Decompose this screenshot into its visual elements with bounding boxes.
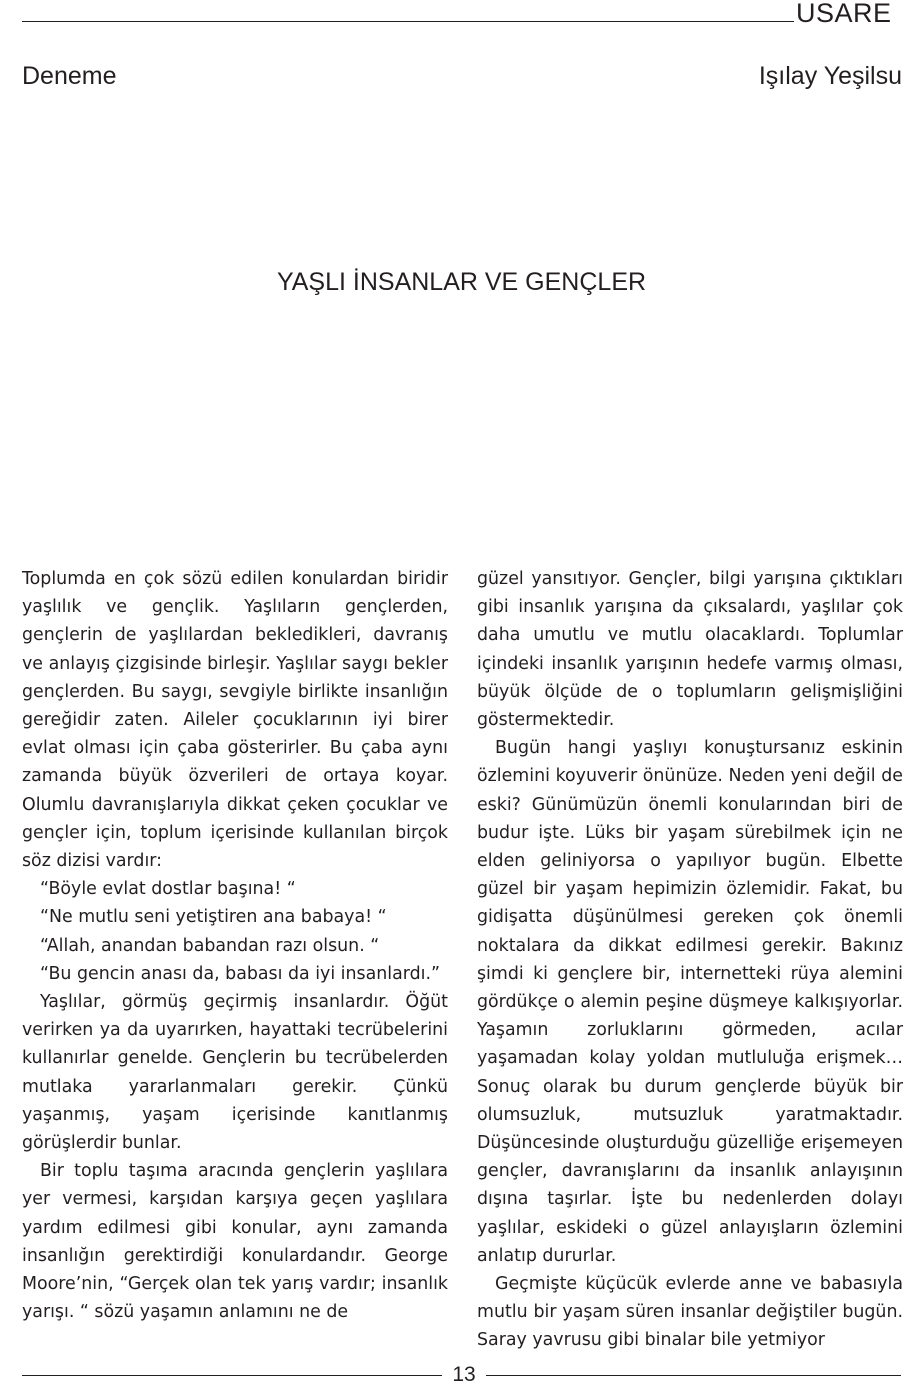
author-name: Işılay Yeşilsu (758, 62, 902, 90)
right-column (477, 565, 903, 1355)
journal-name: USARE (796, 0, 892, 28)
quote-line: “Allah, anandan babandan razı olsun. “ (40, 935, 380, 956)
quote-line: “Bu gencin anası da, babası da iyi insanlardı.” (40, 963, 441, 984)
paragraph: güzel yansıtıyor. Gençler, bilgi yarışına çıktıkları gibi insanlık yarışına da çıksalardı, yaşlılar çok daha umutlu ve mutlu olacaklardı. Toplumlar içindeki insanlık yarışının hedefe varmış olması, büyük ölçüde de o toplumların gelişmişliğini göstermektedir. (477, 569, 903, 731)
paragraph: Yaşlılar, görmüş geçirmiş insanlardır. Öğüt verirken ya da uyarırken, hayattaki tecrübelerini kullanırlar genelde. Gençlerin bu tecrübelerden mutlaka yararlanmaları gerekir. Çünkü yaşanmış, yaşam içerisinde kanıtlanmış görüşlerdir bunlar. (22, 992, 448, 1154)
page-number: 13 (452, 1363, 476, 1386)
article-title: YAŞLI İNSANLAR VE GENÇLER (276, 268, 647, 296)
paragraph: Toplumda en çok sözü edilen konulardan biridir yaşlılık ve gençlik. Yaşlıların gençlerden, gençlerin de yaşlılardan bekledikleri, davranış ve anlayış çizgisinde birleşir. Yaşlılar saygı bekler gençlerden. Bu saygı, sevgiyle birlikte insanlığın gereğidir zaten. Aileler çocuklarının iyi birer evlat olması için çaba gösterirler. Bu çaba aynı zamanda büyük özverileri de ortaya koyar. Olumlu davranışlarıyla dikkat çeken çocuklar ve gençler için, toplum içerisinde kullanılan birçok söz dizisi vardır: (22, 569, 448, 872)
paragraph: Bugün hangi yaşlıyı konuştursanız eskinin özlemini koyuverir önünüze. Neden yeni değil de eski? Günümüzün önemli konularından biri de budur işte. Lüks bir yaşam sürebilmek için ne elden geliniyorsa o yapılıyor bugün. Elbette güzel bir yaşam hepimizin özlemidir. Fakat, bu gidişatta düşünülmesi gereken çok önemli noktalara da dikkat edilmesi gerekir. Bakınız şimdi ki gençlere bir, internetteki rüya alemini gördükçe o alemin peşine düşmeye kalkışıyorlar. Yaşamın zorluklarını görmeden, acılar yaşamadan kolay yoldan mutluluğa erişmek… Sonuç olarak bu durum gençlerde büyük bir olumsuzluk, mutsuzluk yaratmaktadır. Düşüncesinde oluşturduğu güzelliğe erişemeyen gençler, davranışlarını da insanlık anlayışının dışına taşırlar. İşte bu nedenlerden dolayı yaşlılar, eskideki o güzel anlayışların özlemini anlatıp dururlar. (477, 738, 903, 1266)
paragraph: Geçmişte küçücük evlerde anne ve babasıyla mutlu bir yaşam süren insanlar değiştiler bugün. Saray yavrusu gibi binalar bile yetmiyor (477, 1274, 903, 1351)
footer-rule-left (22, 1375, 442, 1376)
left-column (22, 565, 448, 1326)
quote-line: “Böyle evlat dostlar başına! “ (40, 879, 296, 900)
quote-line: “Ne mutlu seni yetiştiren ana babaya! “ (40, 907, 387, 928)
footer-rule-right (486, 1375, 901, 1376)
section-label: Deneme (22, 62, 117, 90)
paragraph: Bir toplu taşıma aracında gençlerin yaşlılara yer vermesi, karşıdan karşıya geçen yaşlılara yardım edilmesi gibi konular, aynı zamanda insanlığın gerektirdiği konulardandır. George Moore’nin, “Gerçek olan tek yarış vardır; insanlık yarışı. “ sözü yaşamın anlamını ne de (22, 1161, 448, 1323)
header-rule (22, 21, 794, 22)
